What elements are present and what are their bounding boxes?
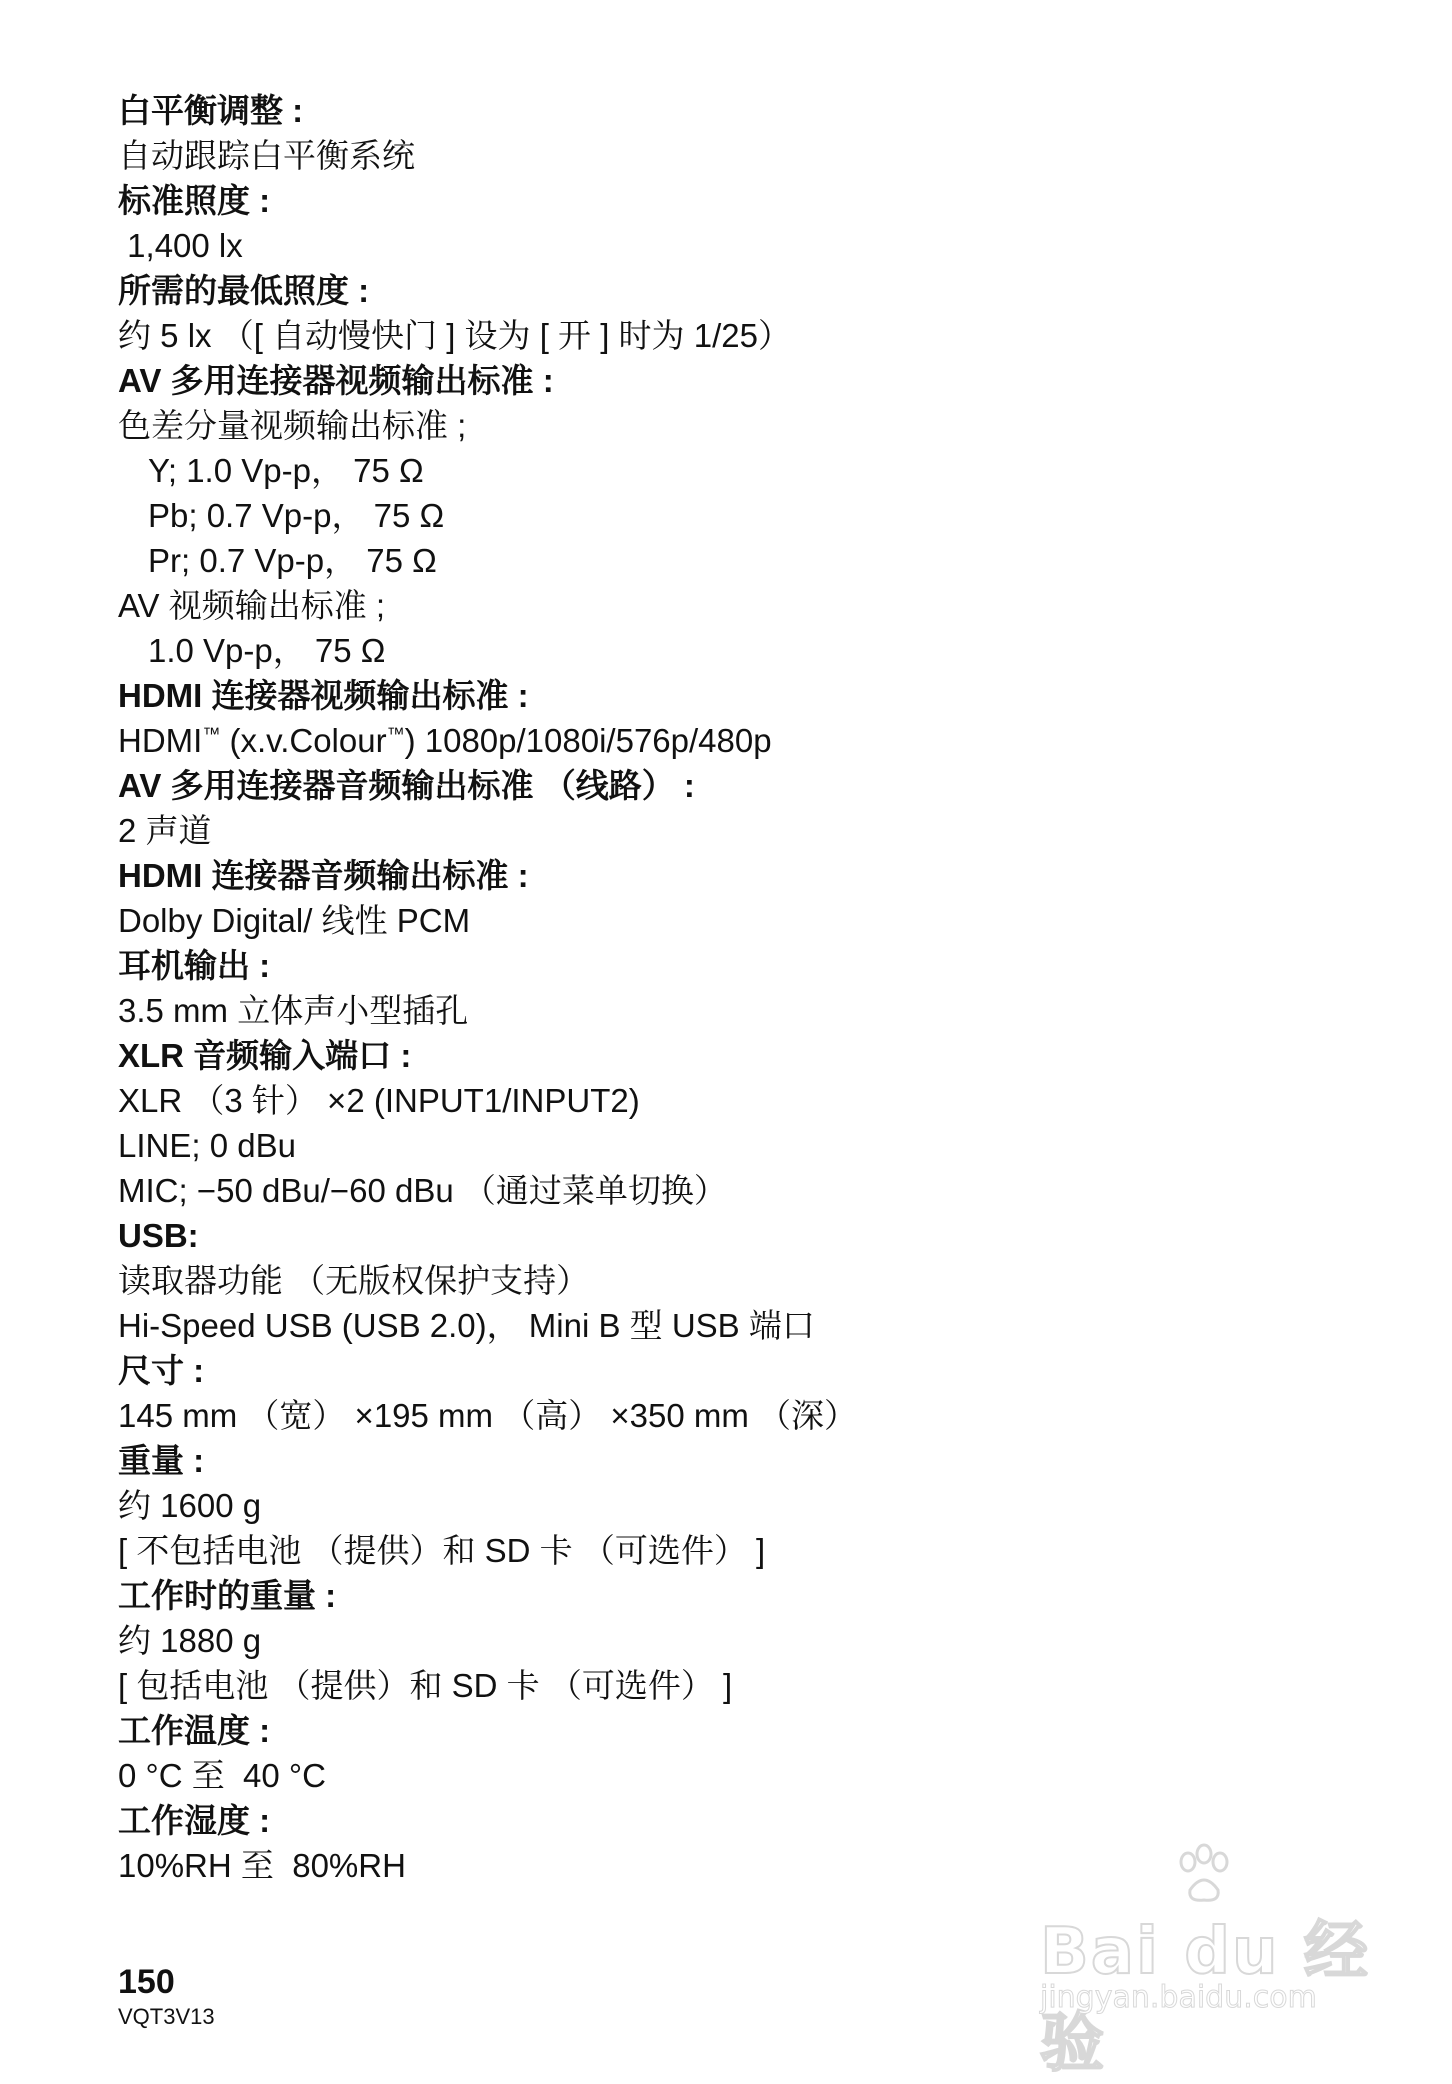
spec-value: XLR （3 针） ×2 (INPUT1/INPUT2): [118, 1082, 640, 1119]
spec-heading: 工作湿度 :: [118, 1802, 271, 1839]
spec-value: 0 °C 至 40 °C: [118, 1757, 326, 1794]
spec-value-hdmi-formats: [118, 718, 1268, 763]
document-code: VQT3V13: [118, 2004, 215, 2029]
spec-value: [ 包括电池 （提供）和 SD 卡 （可选件） ]: [118, 1667, 733, 1704]
spec-heading: USB:: [118, 1217, 199, 1254]
spec-heading: 耳机输出 :: [118, 947, 271, 984]
spec-item: [118, 673, 1268, 763]
spec-value: Pr; 0.7 Vp-p， 75 Ω: [148, 542, 437, 579]
spec-heading: AV 多用连接器音频输出标准 （线路） :: [118, 767, 695, 804]
spec-value-segment: ) 1080p/1080i/576p/480p: [404, 722, 772, 759]
trademark-mark: ™: [386, 724, 405, 744]
spec-heading: 尺寸 :: [118, 1352, 205, 1389]
page-number: 150: [118, 1963, 175, 2001]
spec-heading: HDMI 连接器视频输出标准 :: [118, 677, 529, 714]
spec-value: 约 1600 g: [118, 1487, 262, 1524]
spec-item: [118, 1573, 1268, 1708]
spec-value: 约 1880 g: [118, 1622, 262, 1659]
spec-value: 自动跟踪白平衡系统: [118, 137, 415, 174]
spec-value: 145 mm （宽） ×195 mm （高） ×350 mm （深）: [118, 1397, 858, 1434]
watermark-url: jingyan.baidu.com: [1040, 1980, 1317, 2015]
spec-heading: XLR 音频输入端口 :: [118, 1037, 412, 1074]
spec-heading: 工作时的重量 :: [118, 1577, 337, 1614]
spec-value: [ 不包括电池 （提供）和 SD 卡 （可选件） ]: [118, 1532, 766, 1569]
spec-heading: AV 多用连接器视频输出标准 :: [118, 362, 554, 399]
trademark-mark: ™: [202, 724, 221, 744]
spec-value: Y; 1.0 Vp-p， 75 Ω: [148, 452, 424, 489]
spec-value: 约 5 lx （[ 自动慢快门 ] 设为 [ 开 ] 时为 1/25）: [118, 317, 791, 354]
spec-value: LINE; 0 dBu: [118, 1127, 296, 1164]
spec-item: [118, 268, 1268, 358]
spec-item: [118, 358, 1268, 673]
spec-value: 读取器功能 （无版权保护支持）: [118, 1262, 590, 1299]
spec-item: [118, 763, 1268, 853]
spec-value: 3.5 mm 立体声小型插孔: [118, 992, 469, 1029]
spec-item: [118, 1438, 1268, 1573]
spec-value: 1,400 lx: [118, 227, 243, 264]
spec-value: 10%RH 至 80%RH: [118, 1847, 406, 1884]
spec-list: [118, 88, 1268, 1888]
spec-item: [118, 1348, 1268, 1438]
spec-heading: 工作温度 :: [118, 1712, 271, 1749]
spec-value-segment: (x.v.Colour: [220, 722, 387, 759]
spec-heading: 重量 :: [118, 1442, 205, 1479]
spec-heading: 白平衡调整 :: [118, 92, 304, 129]
baidu-jingyan-watermark: [1020, 1840, 1380, 2081]
spec-value: 色差分量视频输出标准 ;: [118, 407, 467, 444]
spec-item: [118, 178, 1268, 268]
spec-value: Hi-Speed USB (USB 2.0)， Mini B 型 USB 端口: [118, 1307, 815, 1344]
spec-heading: HDMI 连接器音频输出标准 :: [118, 857, 529, 894]
spec-value: Pb; 0.7 Vp-p， 75 Ω: [148, 497, 445, 534]
spec-value: AV 视频输出标准 ;: [118, 587, 386, 624]
spec-item: [118, 1213, 1268, 1348]
watermark-logo: Bai du 经验: [1040, 1915, 1370, 2081]
spec-value-segment: HDMI: [118, 722, 203, 759]
spec-item: [118, 88, 1268, 178]
spec-item: [118, 853, 1268, 943]
spec-heading: 所需的最低照度 :: [118, 272, 370, 309]
spec-item: [118, 1033, 1268, 1213]
spec-value: MIC; −50 dBu/−60 dBu （通过菜单切换）: [118, 1172, 727, 1209]
spec-value: 2 声道: [118, 812, 212, 849]
spec-item: [118, 1708, 1268, 1798]
spec-heading: 标准照度 :: [118, 182, 271, 219]
spec-value: Dolby Digital/ 线性 PCM: [118, 902, 471, 939]
spec-item: [118, 943, 1268, 1033]
spec-value: 1.0 Vp-p， 75 Ω: [148, 632, 386, 669]
